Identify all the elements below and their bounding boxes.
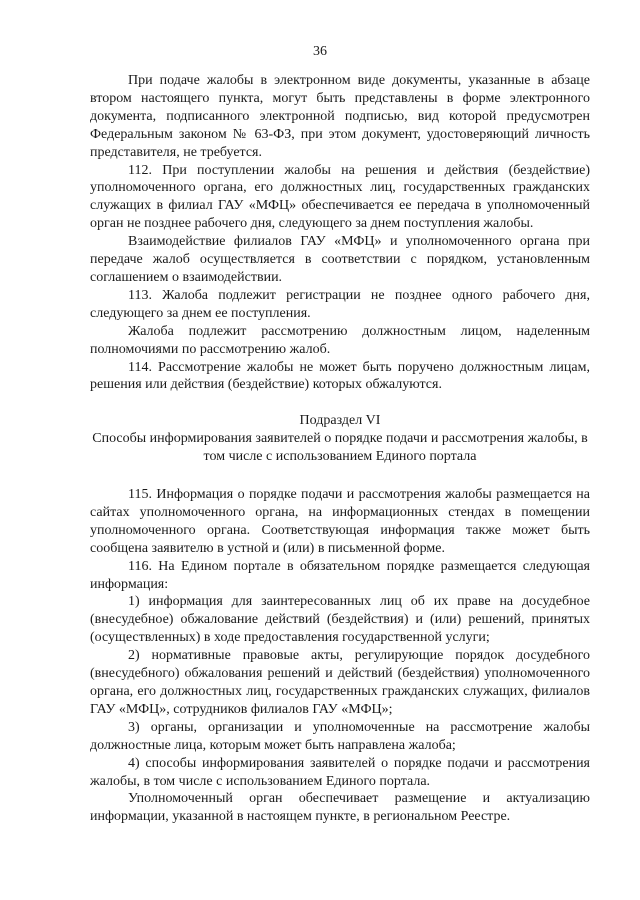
- paragraph: 114. Рассмотрение жалобы не может быть поручено должностным лицам, решения или действия (бездействие) которых обжалуются.: [90, 359, 590, 393]
- paragraph: Взаимодействие филиалов ГАУ «МФЦ» и уполномоченного органа при передаче жалоб осуществляется в соответствии с порядком, установленным соглашением о взаимодействии.: [90, 234, 590, 285]
- section-subtitle: Способы информирования заявителей о порядке подачи и рассмотрения жалобы, в том числе с использованием Единого портала: [92, 431, 588, 465]
- list-item: 2) нормативные правовые акты, регулирующие порядок досудебного (внесудебного) обжалования решений и действий (бездействия) уполномоченного органа, его должностных лиц, государственных гражданских служащих, филиалов ГАУ «МФЦ», сотрудников филиалов ГАУ «МФЦ»;: [90, 648, 590, 717]
- paragraph: 112. При поступлении жалобы на решения и действия (бездействие) уполномоченного органа, его должностных лиц, государственных гражданских служащих в филиал ГАУ «МФЦ» обеспечивается ее передача в уполномоченный орган не позднее рабочего дня, следующего за днем поступления жалобы.: [90, 162, 590, 232]
- paragraph: Уполномоченный орган обеспечивает размещение и актуализацию информации, указанной в настоящем пункте, в региональном Реестре.: [90, 791, 590, 825]
- paragraph: 113. Жалоба подлежит регистрации не позднее одного рабочего дня, следующего за днем ее поступления.: [90, 287, 590, 321]
- paragraph: При подаче жалобы в электронном виде документы, указанные в абзаце втором настоящего пункта, могут быть представлены в форме электронного документа, подписанного электронной подписью, вид которой предусмотрен Федеральным законом № 63-ФЗ, при этом документ, удостоверяющий личность представителя, не требуется.: [90, 73, 590, 160]
- paragraph: 116. На Едином портале в обязательном порядке размещается следующая информация:: [90, 558, 590, 592]
- document-body: [90, 72, 590, 826]
- section-title: Подраздел VI: [299, 413, 381, 429]
- paragraph: 115. Информация о порядке подачи и рассмотрения жалобы размещается на сайтах уполномоченного органа, на информационных стендах в помещении уполномоченного органа. Соответствующая информация также может быть сообщена заявителю в устной и (или) в письменной форме.: [90, 487, 590, 556]
- paragraph: Жалоба подлежит рассмотрению должностным лицом, наделенным полномочиями по рассмотрению жалоб.: [90, 323, 590, 357]
- list-item: 3) органы, организации и уполномоченные на рассмотрение жалобы должностные лица, которым может быть направлена жалоба;: [90, 719, 590, 753]
- section-heading: [90, 412, 590, 466]
- list-item: 1) информация для заинтересованных лиц об их праве на досудебное (внесудебное) обжалование действий (бездействия) и (или) решений, принятых (осуществленных) в ходе предоставления государственной услуги;: [90, 594, 590, 646]
- page-number: 36: [313, 44, 327, 59]
- list-item: 4) способы информирования заявителей о порядке подачи и рассмотрения жалобы, в том числе с использованием Единого портала.: [90, 755, 590, 789]
